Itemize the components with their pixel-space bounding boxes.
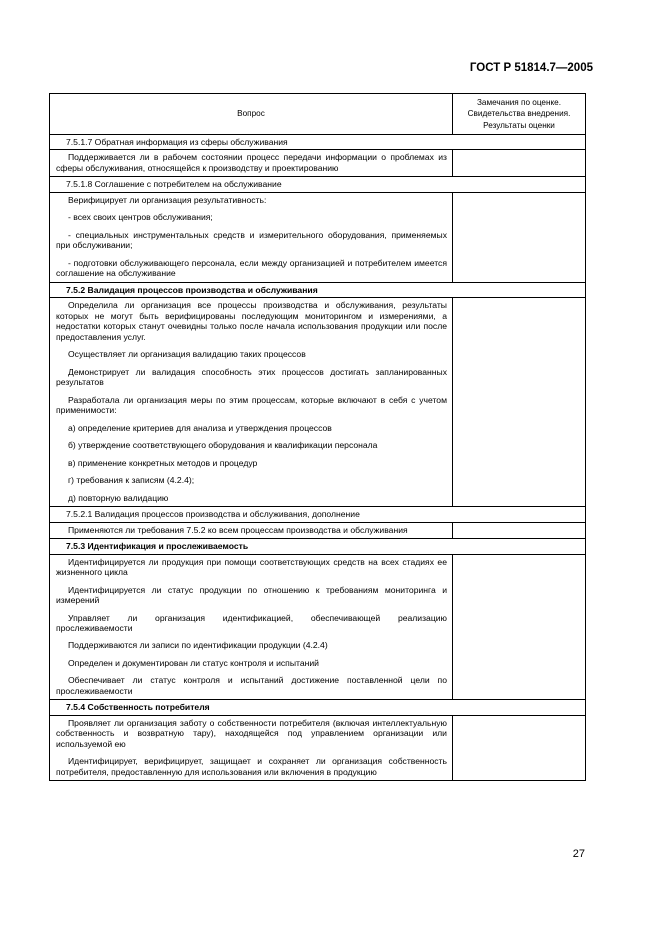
page-number: 27 (572, 848, 585, 860)
section-heading: 7.5.4 Собственность потребителя (50, 700, 586, 715)
section-heading-row (50, 539, 586, 554)
question-text: Определила ли организация все процессы производства и обслуживания, результаты которых не могут быть верифицированы последующим мониторингом и измерениями, а недостатки которых станут очевидны только после начала использования продукции или после предоставления услуг. (56, 300, 447, 342)
question-cell (50, 150, 453, 177)
question-text: - подготовки обслуживающего персонала, если между организацией и потребителем имеется соглашение на обслуживание (56, 257, 447, 279)
section-heading: 7.5.2.1 Валидация процессов производства и обслуживания, дополнение (50, 507, 586, 522)
remarks-cell (453, 298, 586, 507)
question-text: Применяются ли требования 7.5.2 ко всем процессам производства и обслуживания (68, 524, 408, 535)
question-row (50, 554, 586, 700)
question-text: - специальных инструментальных средств и измерительного оборудования, применяемых при обслуживании; (56, 229, 447, 251)
question-text: Осуществляет ли организация валидацию таких процессов (68, 349, 306, 360)
remarks-cell (453, 522, 586, 538)
question-text: Разработала ли организация меры по этим процессам, которые включают в себя с учетом применимости: (56, 394, 447, 416)
remarks-column-header (453, 94, 586, 135)
question-text: д) повторную валидацию (68, 492, 169, 503)
question-text: Поддерживается ли в рабочем состоянии процесс передачи информации о проблемах из сферы обслуживания, относящейся к производству и проектированию (56, 152, 447, 173)
question-text: Идентифицируется ли статус продукции по отношению к требованиям мониторинга и измерений (56, 584, 447, 606)
question-text: Определен и документирован ли статус контроля и испытаний (68, 657, 319, 668)
question-text: Проявляет ли организация заботу о собственности потребителя (включая интеллектуальную собственность и возвратную тару), находящейся под управлением организации или используемой ею (56, 717, 447, 749)
remarks-cell (453, 715, 586, 780)
question-row (50, 715, 586, 780)
question-text: Обеспечивает ли статус контроля и испытаний достижение поставленной цели по прослеживаемости (56, 675, 447, 696)
question-cell (50, 522, 453, 538)
question-row (50, 150, 586, 177)
assessment-table (49, 93, 586, 781)
table-body (50, 135, 586, 781)
remarks-header-line: Результаты оценки (483, 120, 555, 130)
document-designation: ГОСТ Р 51814.7—2005 (469, 62, 593, 74)
remarks-cell (453, 554, 586, 700)
question-text: г) требования к записям (4.2.4); (68, 475, 195, 486)
question-text: Идентифицирует, верифицирует, защищает и сохраняет ли организация собственность потребителя, предоставленную для использования или включения в продукцию (56, 756, 447, 777)
section-heading: 7.5.2 Валидация процессов производства и обслуживания (50, 282, 586, 297)
question-text: Идентифицируется ли продукция при помощи соответствующих средств на всех стадиях ее жизненного цикла (56, 556, 447, 578)
question-text: Верифицирует ли организация результативность: (68, 194, 267, 205)
remarks-cell (453, 150, 586, 177)
section-heading: 7.5.1.7 Обратная информация из сферы обслуживания (50, 135, 586, 150)
section-heading: 7.5.1.8 Соглашение с потребителем на обслуживание (50, 177, 586, 192)
question-column-header: Вопрос (50, 94, 453, 135)
question-text: а) определение критериев для анализа и утверждения процессов (68, 422, 332, 433)
question-cell (50, 715, 453, 780)
section-heading-row (50, 700, 586, 715)
question-cell (50, 554, 453, 700)
question-text: Демонстрирует ли валидация способность этих процессов достигать запланированных результатов (56, 366, 447, 388)
table-header-row (50, 94, 586, 135)
section-heading-row (50, 507, 586, 522)
question-text: Поддерживаются ли записи по идентификации продукции (4.2.4) (68, 640, 328, 651)
question-row (50, 298, 586, 507)
question-text: б) утверждение соответствующего оборудования и квалификации персонала (68, 440, 378, 451)
section-heading-row (50, 282, 586, 297)
question-text: Управляет ли организация идентификацией, обеспечивающей реализацию прослеживаемости (56, 612, 447, 633)
question-cell (50, 192, 453, 282)
remarks-header-line: Замечания по оценке. (476, 98, 562, 108)
section-heading: 7.5.3 Идентификация и прослеживаемость (50, 539, 586, 554)
question-row (50, 522, 586, 538)
remarks-cell (453, 192, 586, 282)
question-text: в) применение конкретных методов и процедур (68, 457, 258, 468)
section-heading-row (50, 177, 586, 192)
question-text: - всех своих центров обслуживания; (68, 212, 213, 223)
question-row (50, 192, 586, 282)
section-heading-row (50, 135, 586, 150)
remarks-header-line: Свидетельства внедрения. (467, 109, 571, 119)
question-cell (50, 298, 453, 507)
